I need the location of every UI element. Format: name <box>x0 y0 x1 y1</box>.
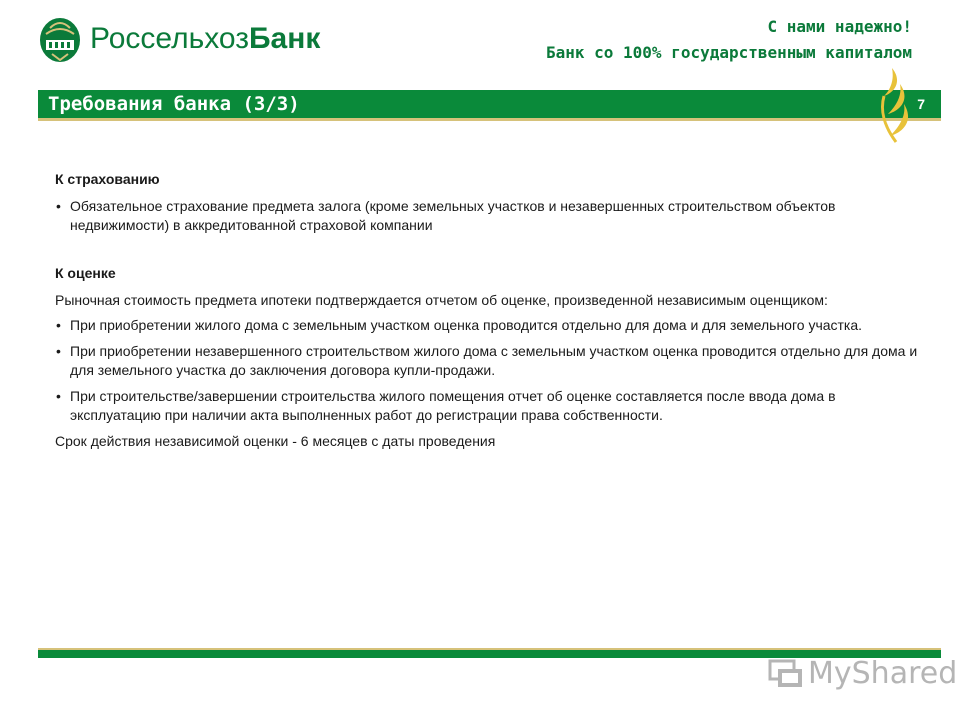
list-item: • При приобретении незавершенного строительством жилого дома с земельным участком оценка проводится отдельно для дома и для земельного участка до заключения договора купли-продажи. <box>55 342 925 380</box>
slogan-line-1: С нами надежно! <box>767 17 912 36</box>
valuation-list <box>55 316 925 425</box>
presentation-icon <box>768 657 804 691</box>
bank-logo <box>38 14 320 64</box>
list-item: • При приобретении жилого дома с земельным участком оценка проводится отдельно для дома и для земельного участка. <box>55 316 925 335</box>
logo-text <box>90 22 320 56</box>
insurance-list <box>55 197 925 235</box>
wheat-ear-icon <box>862 66 914 144</box>
slide-title: Требования банка (3/3) <box>48 93 300 115</box>
title-bar <box>38 90 941 121</box>
list-item: • При строительстве/завершении строительства жилого помещения отчет об оценке составляется после ввода дома в эксплуатацию при наличии акта выполненных работ до регистрации права собственности. <box>55 387 925 425</box>
logo-text-bold: Банк <box>248 22 321 55</box>
insurance-heading: К страхованию <box>55 171 160 187</box>
slogan-line-2: Банк со 100% государственным капиталом <box>545 43 912 62</box>
valuation-intro: Рыночная стоимость предмета ипотеки подтверждается отчетом об оценке, произведенной независимым оценщиком: <box>55 292 828 308</box>
slide-content <box>55 170 925 457</box>
watermark <box>768 656 957 691</box>
bank-emblem-icon <box>38 14 82 64</box>
slide-number: 7 <box>917 96 925 112</box>
slogan <box>546 14 912 66</box>
watermark-text: MyShared <box>808 656 958 691</box>
list-item: • Обязательное страхование предмета залога (кроме земельных участков и незавершенных строительством объектов недвижимости) в аккредитованной страховой компании <box>55 197 925 235</box>
valuation-heading: К оценке <box>55 265 116 281</box>
logo-text-regular: Россельхоз <box>90 22 249 55</box>
validity-note: Срок действия независимой оценки - 6 месяцев с даты проведения <box>55 433 496 449</box>
